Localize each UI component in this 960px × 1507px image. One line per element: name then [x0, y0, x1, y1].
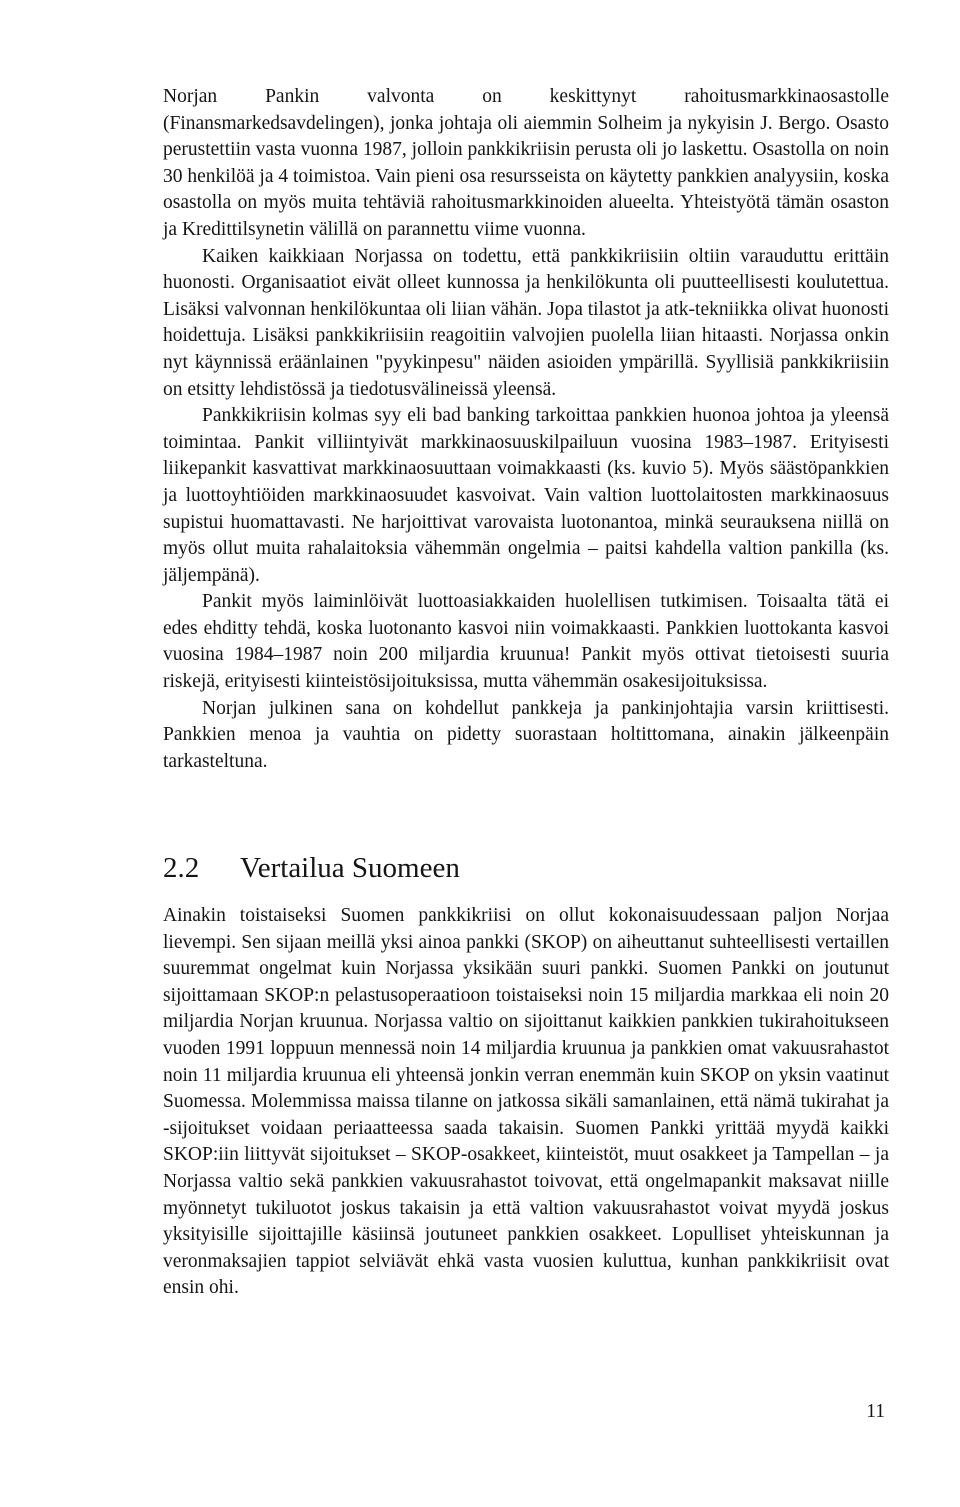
paragraph-preparedness: Kaiken kaikkiaan Norjassa on todettu, että pankkikriisiin oltiin varauduttu erittäin huonosti. Organisaatiot eivät olleet kunnossa ja henkilökunta oli puutteellisesti koulutettua. Lisäksi valvonnan henkilökuntaa oli liian vähän. Jopa tilastot ja atk-tekniikka olivat huonosti hoidettuja. Lisäksi pankkikriisiin reagoitiin valvojien puolella liian hitaasti. Norjassa onkin nyt käynnissä eräänlainen "pyykinpesu" näiden asioiden ympärillä. Syyllisiä pankkikriisiin on etsitty lehdistössä ja tiedotusvälineissä yleensä.	[163, 245, 889, 400]
text-block-top	[163, 84, 889, 775]
section-number: 2.2	[163, 852, 200, 884]
paragraph-credit-screening: Pankit myös laiminlöivät luottoasiakkaiden huolellisen tutkimisen. Toisaalta tätä ei edes ehditty tehdä, koska luotonanto kasvoi niin voimakkaasti. Pankkien luottokanta kasvoi vuosina 1984–1987 noin 200 miljardia kruunua! Pankit myös ottivat tietoisesti suuria riskejä, erityisesti kiinteistösijoituksissa, mutta vähemmän osakesijoituksissa.	[163, 591, 889, 693]
section-heading	[163, 848, 460, 888]
text-block-bottom	[163, 903, 889, 1302]
paragraph-supervision: Norjan Pankin valvonta on keskittynyt rahoitusmarkkinaosastolle (Finansmarkedsavdelingen), jonka johtaja oli aiemmin Solheim ja nykyisin J. Bergo. Osasto perustettiin vasta vuonna 1987, jolloin pankkikriisin perusta oli jo laskettu. Osastolla on noin 30 henkilöä ja 4 toimistoa. Vain pieni osa resursseista on käytetty pankkien analyysiin, koska osastolla on myös muita tehtäviä rahoitusmarkkinoiden alueelta. Yhteistyötä tämän osaston ja Kredittilsynetin välillä on parannettu viime vuonna.	[163, 86, 889, 240]
section-title: Vertailua Suomeen	[240, 852, 460, 884]
paragraph-public-opinion: Norjan julkinen sana on kohdellut pankkeja ja pankinjohtajia varsin kriittisesti. Pankkien menoa ja vauhtia on pidetty suorastaan holtittomana, ainakin jälkeenpäin tarkasteltuna.	[163, 697, 889, 772]
paragraph-bad-banking: Pankkikriisin kolmas syy eli bad banking tarkoittaa pankkien huonoa johtoa ja yleensä toimintaa. Pankit villiintyivät markkinaosuuskilpailuun vuosina 1983–1987. Erityisesti liikepankit kasvattivat markkinaosuuttaan voimakkaasti (ks. kuvio 5). Myös säästöpankkien ja luottoyhtiöiden markkinaosuudet kasvoivat. Vain valtion luottolaitosten markkinaosuus supistui huomattavasti. Ne harjoittivat varovaista luotonantoa, minkä seurauksena niillä on myös ollut muita rahalaitoksia vähemmän ongelmia – paitsi kahdella valtion pankilla (ks. jäljempänä).	[163, 405, 889, 586]
page-number: 11	[866, 1401, 885, 1422]
paragraph-comparison-finland: Ainakin toistaiseksi Suomen pankkikriisi on ollut kokonaisuudessaan paljon Norjaa lievempi. Sen sijaan meillä yksi ainoa pankki (SKOP) on aiheuttanut suhteellisesti vertaillen suuremmat ongelmat kuin Norjassa yksikään suuri pankki. Suomen Pankki on joutunut sijoittamaan SKOP:n pelastusoperaatioon toistaiseksi noin 15 miljardia markkaa eli noin 20 miljardia Norjan kruunua. Norjassa valtio on sijoittanut kaikkien pankkien tukirahoitukseen vuoden 1991 loppuun mennessä noin 14 miljardia kruunua ja pankkien omat vakuusrahastot noin 11 miljardia kruunua eli yhteensä jonkin verran enemmän kuin SKOP on yksin vaatinut Suomessa. Molemmissa maissa tilanne on jatkossa sikäli samanlainen, että nämä tukirahat ja -sijoitukset voidaan periaatteessa saada takaisin. Suomen Pankki yrittää myydä kaikki SKOP:iin liittyvät sijoitukset – SKOP-osakkeet, kiinteistöt, muut osakkeet ja Tampellan – ja Norjassa valtio sekä pankkien vakuusrahastot toivovat, että ongelmapankit maksavat niille myönnetyt tukiluotot joskus takaisin ja että valtion vakuusrahastot voivat myydä joskus yksityisille sijoittajille käsiinsä joutuneet pankkien osakkeet. Lopulliset yhteiskunnan ja veronmaksajien tappiot selviävät ehkä vasta vuosien kuluttua, kunhan pankkikriisit ovat ensin ohi.	[163, 905, 889, 1299]
